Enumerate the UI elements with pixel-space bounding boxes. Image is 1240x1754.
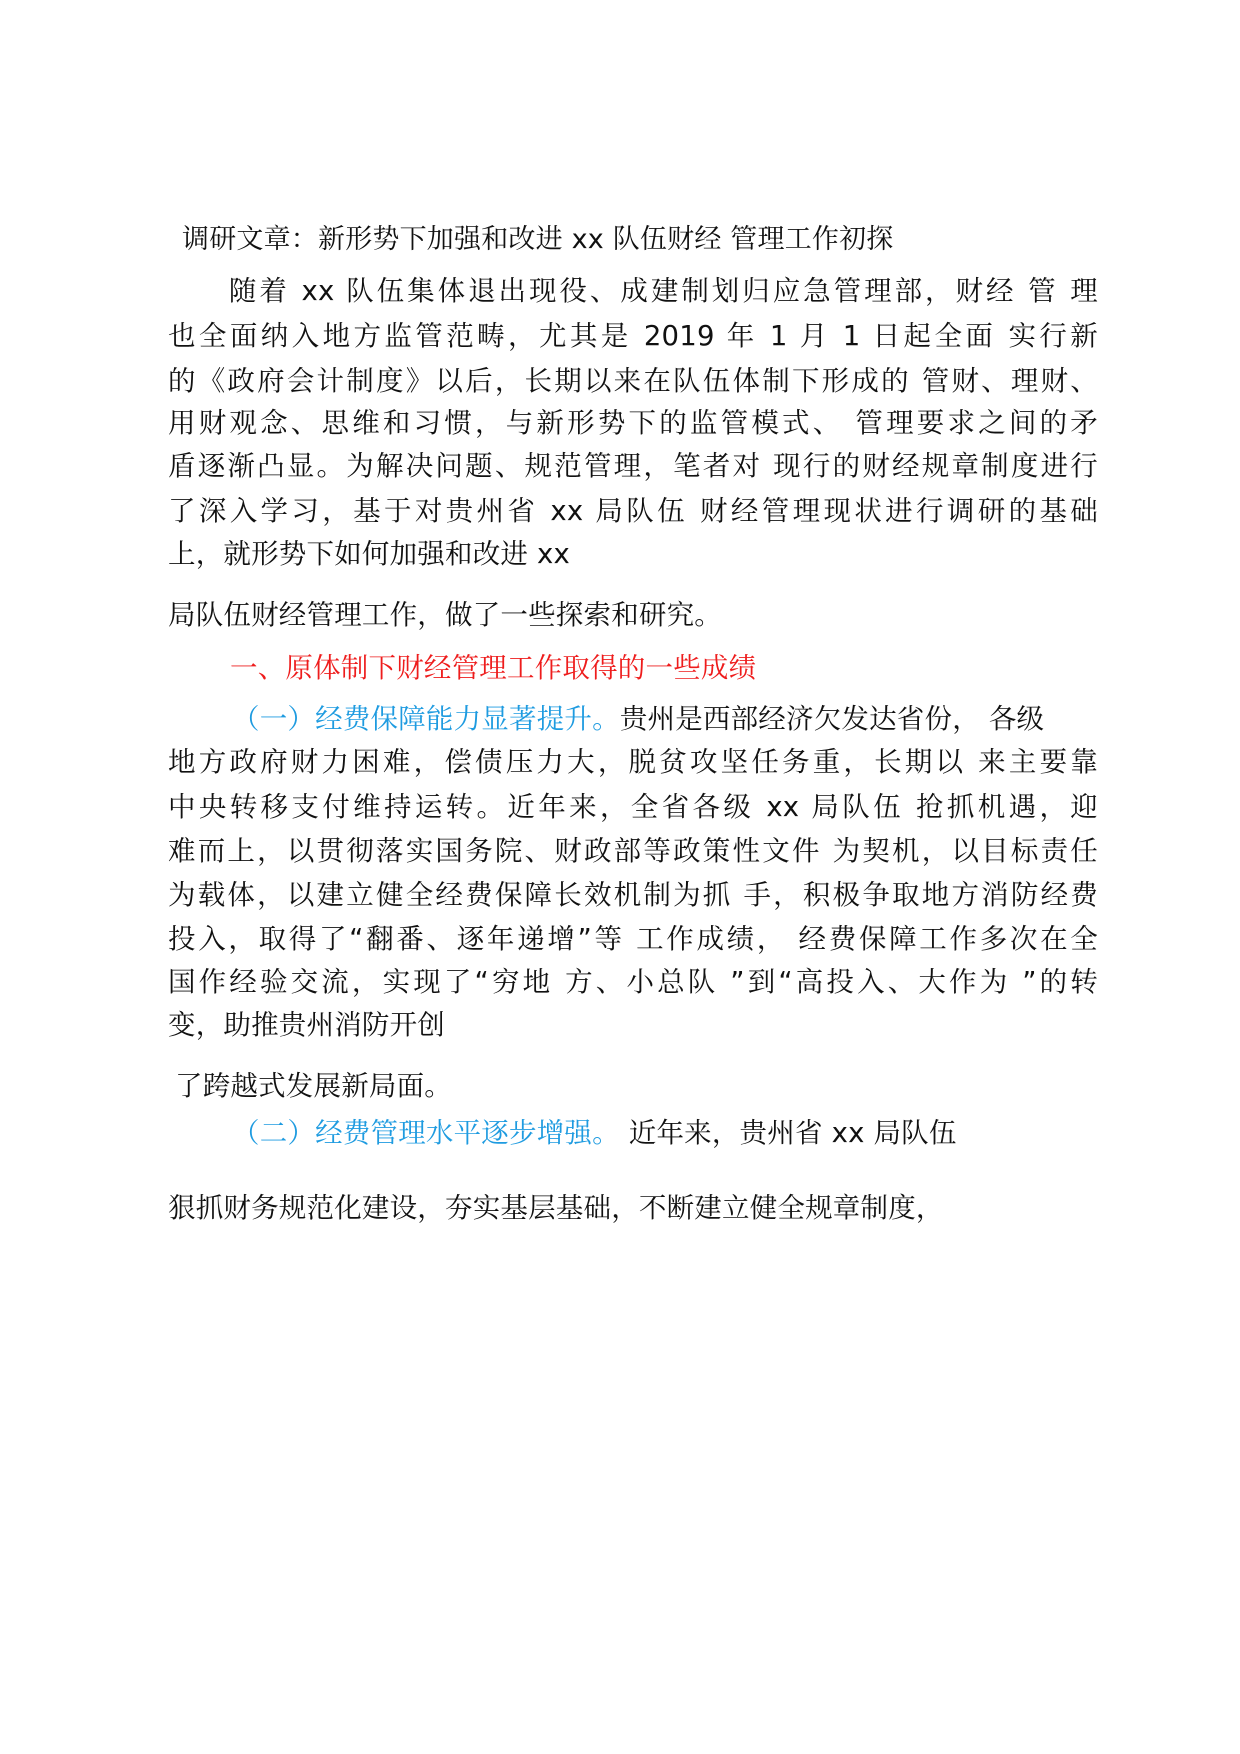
subsection-1-line: 变，助推贵州消防开创 [168, 1009, 445, 1041]
paragraph-1-line: 上，就形势下如何加强和改进 xx [168, 538, 570, 570]
subsection-1-line: 中央转移支付维持运转。近年来，全省各级 xx 局队伍 抢抓机遇，迎 [168, 791, 1098, 823]
subsection-2-line: 狠抓财务规范化建设，夯实基层基础，不断建立健全规章制度， [168, 1192, 944, 1224]
section-heading-1: 一、原体制下财经管理工作取得的一些成绩 [230, 652, 757, 684]
subsection-1-label: （一）经费保障能力显著提升。 [232, 703, 620, 735]
paragraph-1-line: 也全面纳入地方监管范畴，尤其是 2019 年 1 月 1 日起全面 实行新 [168, 320, 1098, 352]
subsection-1-first-text: 贵州是西部经济欠发达省份， 各级 [619, 703, 1045, 735]
subsection-1-line: 地方政府财力困难，偿债压力大，脱贫攻坚任务重，长期以 来主要靠 [168, 746, 1098, 778]
subsection-1-tail: 了跨越式发展新局面。 [175, 1070, 452, 1102]
subsection-1-line: 国作经验交流，实现了“穷地 方、小总队 ”到“高投入、大作为 ”的转 [168, 966, 1098, 998]
paragraph-1-line: 用财观念、思维和习惯，与新形势下的监管模式、 管理要求之间的矛 [168, 407, 1098, 439]
paragraph-1-line: 随着 xx 队伍集体退出现役、成建制划归应急管理部，财经 管 理 [168, 275, 1098, 307]
subsection-2-label: （二）经费管理水平逐步增强。 [232, 1117, 620, 1149]
subsection-1-line: 为载体，以建立健全经费保障长效机制为抓 手，积极争取地方消防经费 [168, 879, 1098, 911]
paragraph-1-tail: 局队伍财经管理工作，做了一些探索和研究。 [168, 599, 722, 631]
subsection-2-first-text: 近年来，贵州省 xx 局队伍 [619, 1117, 957, 1149]
subsection-1-line: 投入，取得了“翻番、逐年递增”等 工作成绩， 经费保障工作多次在全 [168, 923, 1098, 955]
subsection-2-first-line [232, 1108, 1098, 1158]
paragraph-1-line: 了深入学习，基于对贵州省 xx 局队伍 财经管理现状进行调研的基础 [168, 495, 1098, 527]
document-title: 调研文章：新形势下加强和改进 xx 队伍财经 管理工作初探 [182, 224, 894, 255]
paragraph-1-line: 的《政府会计制度》以后，长期以来在队伍体制下形成的 管财、理财、 [168, 365, 1098, 397]
paragraph-1-line: 盾逐渐凸显。为解决问题、规范管理，笔者对 现行的财经规章制度进行 [168, 450, 1098, 482]
subsection-1-line: 难而上，以贯彻落实国务院、财政部等政策性文件 为契机，以目标责任 [168, 835, 1098, 867]
